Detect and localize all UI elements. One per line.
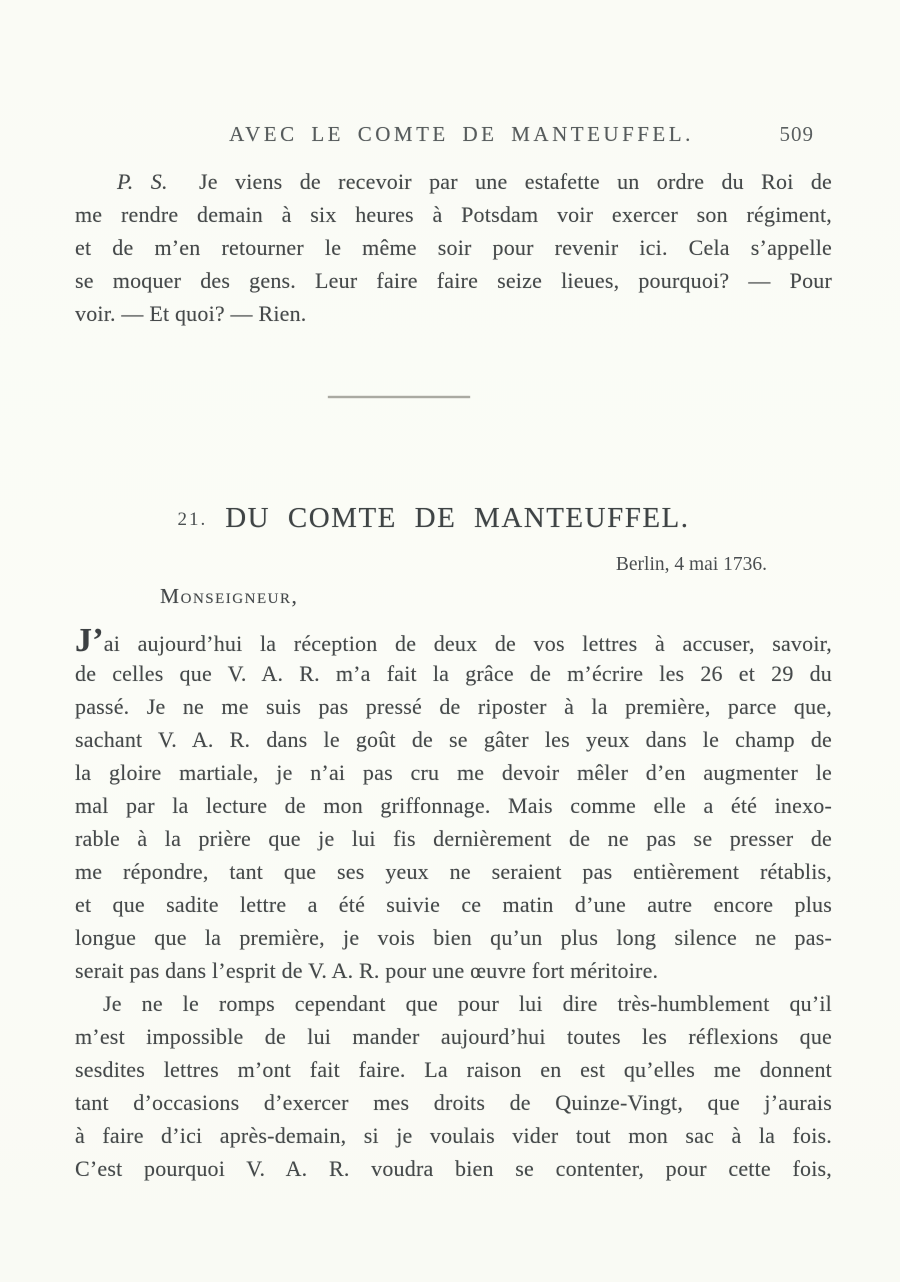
salutation: Monseigneur, [160, 584, 299, 608]
page-number: 509 [779, 122, 814, 146]
text-line: C’est pourquoi V. A. R. voudra bien se contenter, pour cette fois, [75, 1156, 832, 1181]
text-line: se moquer des gens. Leur faire faire seize lieues, pourquoi? — Pour [75, 268, 832, 293]
text-line: la gloire martiale, je n’ai pas cru me devoir mêler d’en augmenter le [75, 760, 832, 785]
text-line: et que sadite lettre a été suivie ce matin d’une autre encore plus [75, 892, 832, 917]
section-number: 21. [177, 509, 208, 530]
text-line: et de m’en retourner le même soir pour revenir ici. Cela s’appelle [75, 235, 832, 260]
text-line: passé. Je ne me suis pas pressé de riposter à la première, parce que, [75, 694, 832, 719]
postscript-paragraph [75, 165, 832, 330]
section-divider [328, 396, 470, 398]
text-line: rable à la prière que je lui fis dernièrement de ne pas se presser de [75, 826, 832, 851]
dateline: Berlin, 4 mai 1736. [615, 554, 767, 575]
text-line: serait pas dans l’esprit de V. A. R. pour une œuvre fort méritoire. [75, 958, 659, 983]
section-heading [55, 497, 812, 539]
running-head-title: AVEC LE COMTE DE MANTEUFFEL. [229, 122, 694, 146]
letter-paragraph-2 [75, 987, 832, 1185]
text-line: Je ne le romps cependant que pour lui dire très-humblement qu’il [103, 991, 832, 1016]
text-line: de celles que V. A. R. m’a fait la grâce de m’écrire les 26 et 29 du [75, 661, 832, 686]
text-line: me rendre demain à six heures à Potsdam voir exercer son régiment, [75, 202, 832, 227]
text-line: m’est impossible de lui mander aujourd’hui toutes les réflexions que [75, 1024, 832, 1049]
text-line: sachant V. A. R. dans le goût de se gâter les yeux dans le champ de [75, 727, 832, 752]
text-line: sesdites lettres m’ont fait faire. La raison en est qu’elles me donnent [75, 1057, 832, 1082]
text-line: tant d’occasions d’exercer mes droits de Quinze-Vingt, que j’aurais [75, 1090, 832, 1115]
text-line: me répondre, tant que ses yeux ne seraient pas entièrement rétablis, [75, 859, 832, 884]
text-line: à faire d’ici après-demain, si je voulais vider tout mon sac à la fois. [75, 1123, 832, 1148]
letter-paragraph-1 [75, 624, 832, 987]
text-line-content: Je viens de recevoir par une estafette un ordre du Roi de [198, 169, 832, 194]
text-line [75, 165, 832, 198]
text-line: longue que la première, je vois bien qu’un plus long silence ne pas- [75, 925, 832, 950]
text-line: mal par la lecture de mon griffonnage. Mais comme elle a été inexo- [75, 793, 832, 818]
section-title: DU COMTE DE MANTEUFFEL. [225, 502, 690, 534]
text-line: J’ai aujourd’hui la réception de deux de vos lettres à accuser, savoir, [75, 622, 832, 659]
postscript-lead: P. S. [117, 169, 168, 194]
text-line: voir. — Et quoi? — Rien. [75, 301, 307, 326]
running-head [75, 119, 832, 149]
